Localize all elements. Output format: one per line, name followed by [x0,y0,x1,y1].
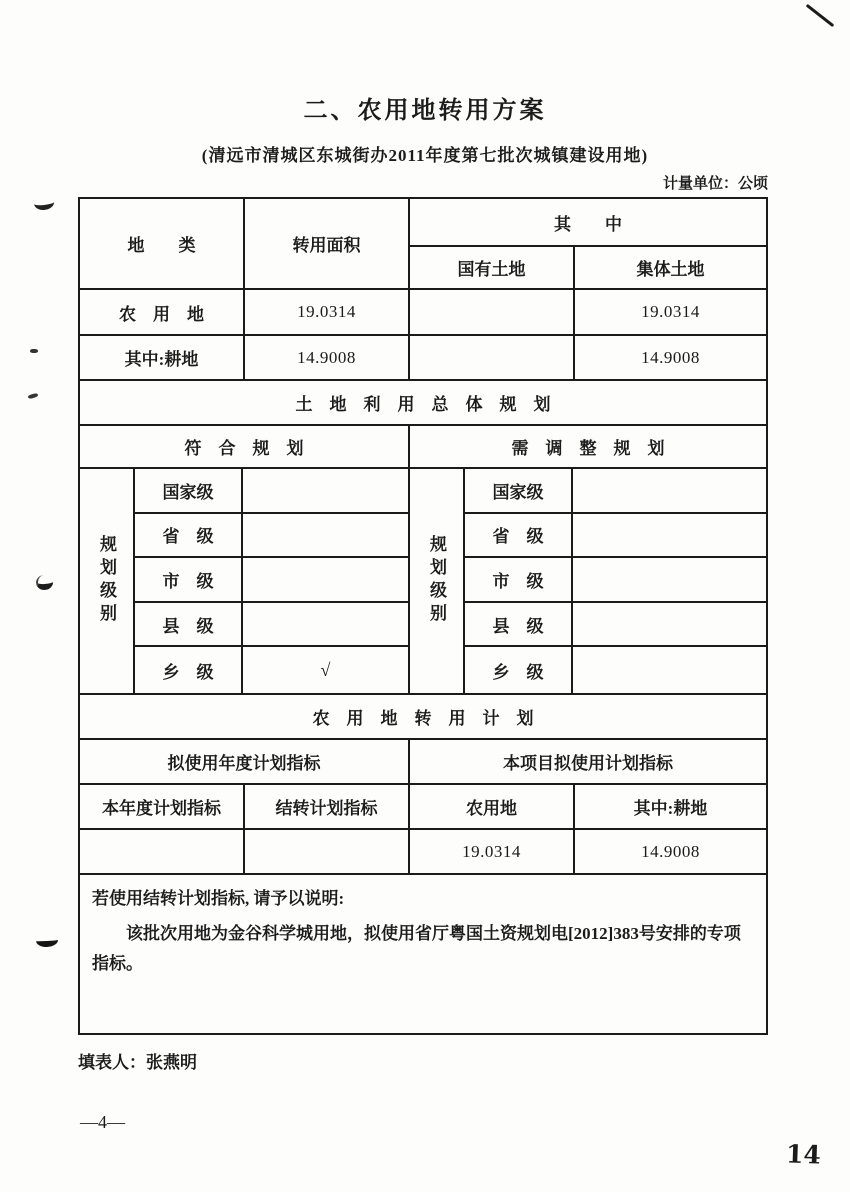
plan-values-row [80,830,766,875]
level-row-county [135,603,408,648]
plan-value-agricultural: 19.0314 [410,830,575,873]
collective-value: 19.0314 [641,302,700,321]
conform-levels-block [80,469,410,693]
level-row-national [465,469,766,514]
conform-plan-header: 符 合 规 划 [80,426,410,467]
level-label: 市 级 [135,558,243,601]
state-owned-value [410,290,575,334]
plan-col-cultivated: 其中:耕地 [633,799,708,818]
header-land-category: 地 类 [80,199,245,288]
note-label: 若使用结转计划指标, 请予以说明: [92,889,345,908]
ink-smudge [30,349,38,353]
conversion-area-value: 19.0314 [245,290,410,334]
pen-slash-mark [806,4,835,27]
ink-smudge [35,574,53,590]
note-body: 该批次用地为金谷科学城用地，拟使用省厅粤国土资规划电[2012]383号安排的专项指标。 [92,924,741,973]
level-label: 国家级 [465,469,573,512]
plan-value-current-year [80,830,245,873]
level-label: 乡 级 [135,647,243,693]
adjust-check-cell [573,558,766,601]
planning-level-axis-label: 规划级别 [410,469,465,693]
note-section [80,875,766,1033]
ink-smudge [36,933,59,947]
land-conversion-table [78,197,768,1035]
adjust-plan-header: 需 调 整 规 划 [511,439,665,458]
overall-planning-banner: 土 地 利 用 总 体 规 划 [80,381,766,426]
project-indicator-header: 本项目拟使用计划指标 [503,754,673,773]
conform-check-cell [243,558,408,601]
plan-col-agricultural: 农用地 [410,785,575,828]
level-label: 乡 级 [465,647,573,693]
page-number: —4— [80,1112,125,1132]
planning-level-axis-label: 规划级别 [80,469,135,693]
plan-col-current-year: 本年度计划指标 [80,785,245,828]
plan-col-carryover: 结转计划指标 [245,785,410,828]
plan-columns-row [80,785,766,830]
ink-smudge [33,195,54,211]
level-row-township [135,647,408,693]
preparer-name: 填表人：张燕明 [78,1053,197,1072]
level-row-province [465,514,766,559]
level-label: 县 级 [135,603,243,646]
conform-checkmark: √ [320,659,331,680]
adjust-level-rows [465,469,766,693]
row-label: 其中:耕地 [80,336,245,379]
table-row-agricultural-land [80,290,766,336]
level-label: 国家级 [135,469,243,512]
level-label: 市 级 [465,558,573,601]
conform-check-cell [243,514,408,557]
plan-header-row [80,740,766,785]
level-label: 省 级 [465,514,573,557]
conversion-area-value: 14.9008 [245,336,410,379]
header-of-which-group [410,199,766,288]
conversion-plan-banner: 农 用 地 转 用 计 划 [80,695,766,740]
collective-value: 14.9008 [641,347,700,367]
adjust-check-cell [573,514,766,557]
level-row-city [135,558,408,603]
adjust-levels-block [410,469,766,693]
adjust-check-cell [573,647,766,693]
document-subtitle: (清远市清城区东城街办2011年度第七批次城镇建设用地) [201,146,649,165]
adjust-check-cell [573,603,766,646]
document-title: 二、农用地转用方案 [303,98,547,124]
header-conversion-area: 转用面积 [245,199,410,288]
header-of-which-subrow [410,247,766,288]
level-row-township [465,647,766,693]
conform-check-cell [243,603,408,646]
level-row-county [465,603,766,648]
planning-levels-section [80,469,766,695]
adjust-check-cell [573,469,766,512]
measurement-unit-label: 计量单位：公顷 [662,176,768,192]
plan-value-cultivated: 14.9008 [641,841,700,861]
conform-check-cell [243,469,408,512]
annual-indicator-header: 拟使用年度计划指标 [80,740,410,783]
header-of-which: 其 中 [410,199,766,247]
plan-value-carryover [245,830,410,873]
header-state-owned: 国有土地 [410,247,575,288]
header-collective: 集体土地 [636,260,705,279]
table-row-cultivated-land [80,336,766,381]
planning-subheader-row [80,426,766,469]
level-row-province [135,514,408,559]
handwritten-page-number: 14 [785,1139,822,1170]
ink-smudge [28,393,39,399]
level-row-national [135,469,408,514]
level-label: 省 级 [135,514,243,557]
state-owned-value [410,336,575,379]
row-label: 农 用 地 [80,290,245,334]
level-label: 县 级 [465,603,573,646]
level-row-city [465,558,766,603]
conform-level-rows [135,469,408,693]
table-header-row [80,199,766,290]
